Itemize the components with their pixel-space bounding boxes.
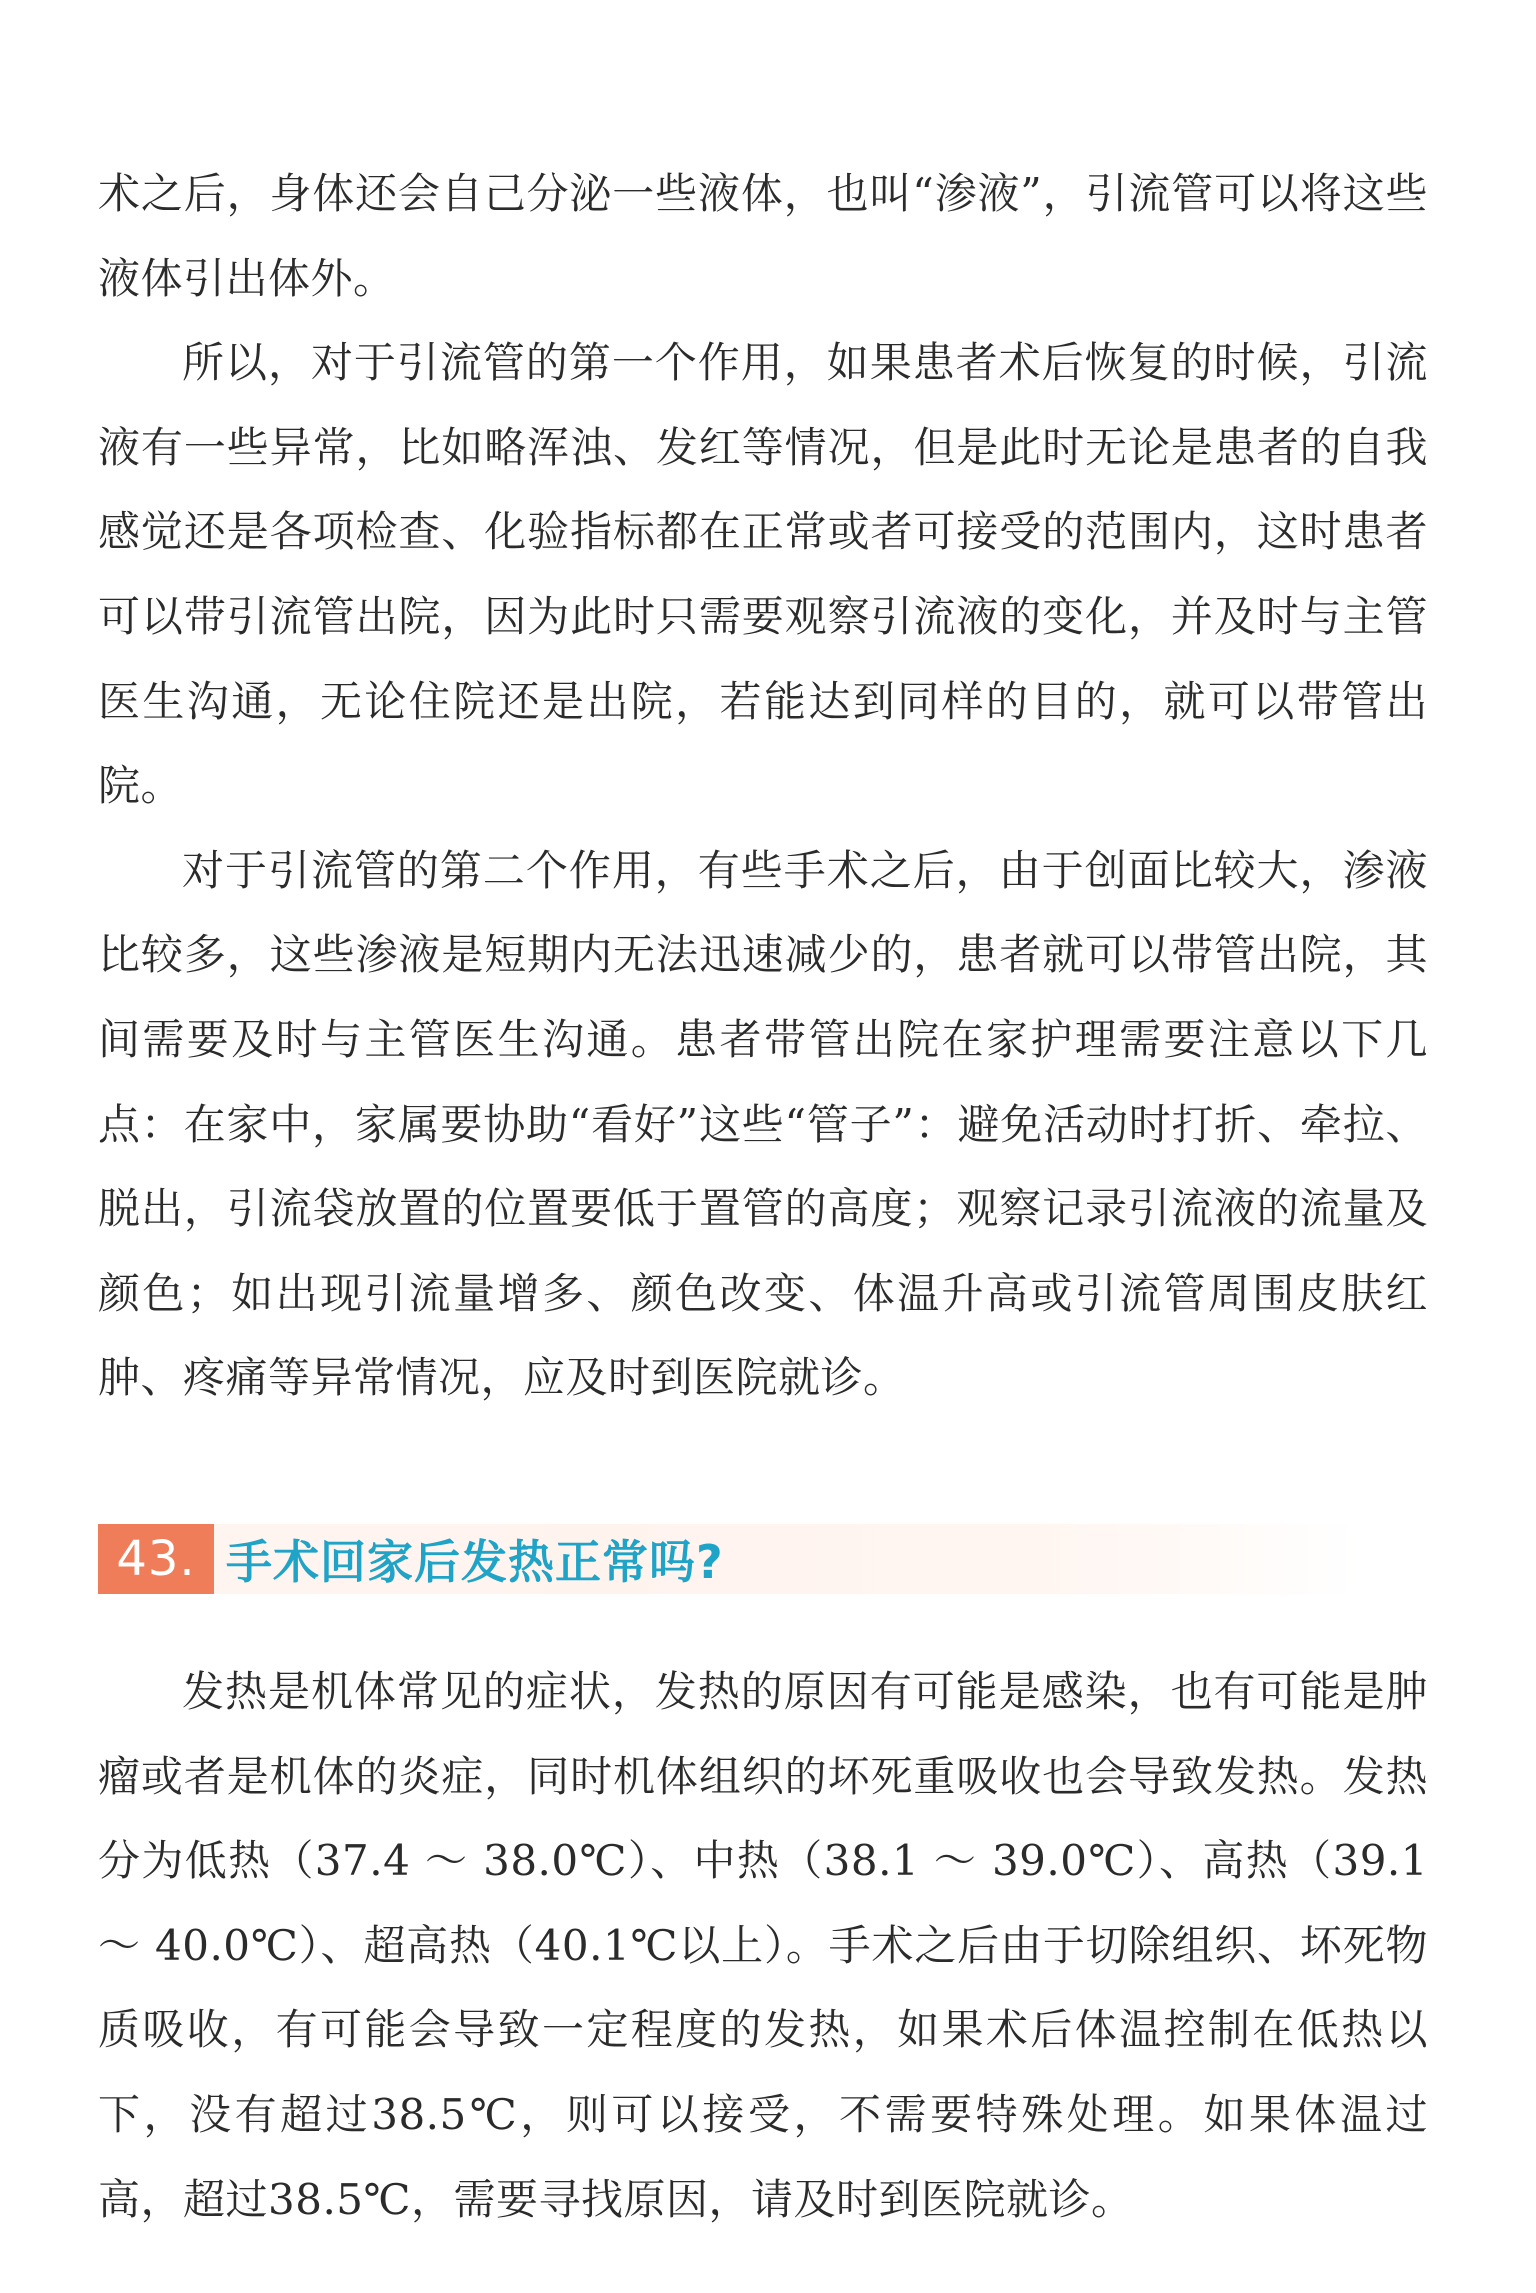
section-number-badge: 43. [98, 1524, 214, 1594]
paragraph-fever: 发热是机体常见的症状，发热的原因有可能是感染，也有可能是肿瘤或者是机体的炎症，同时机体组织的坏死重吸收也会导致发热。发热分为低热（37.4 ～ 38.0℃）、中热（38.1 ～ 39.0℃）、高热（39.1 ～ 40.0℃）、超高热（40.1℃以上）。手术之后由于切除组织、坏死物质吸收，有可能会导致一定程度的发热，如果术后体温控制在低热以下，没有超过38.5℃，则可以接受，不需要特殊处理。如果体温过高，超过38.5℃，需要寻找原因，请及时到医院就诊。 [98, 1667, 1428, 2224]
paragraph-continued: 术之后，身体还会自己分泌一些液体，也叫“渗液”，引流管可以将这些液体引出体外。 [98, 169, 1428, 303]
body-text-bottom [98, 1650, 1428, 2242]
paragraph-second-function: 对于引流管的第二个作用，有些手术之后，由于创面比较大，渗液比较多，这些渗液是短期内无法迅速减少的，患者就可以带管出院，其间需要及时与主管医生沟通。患者带管出院在家护理需要注意以下几点：在家中，家属要协助“看好”这些“管子”：避免活动时打折、牵拉、脱出，引流袋放置的位置要低于置管的高度；观察记录引流液的流量及颜色；如出现引流量增多、颜色改变、体温升高或引流管周围皮肤红肿、疼痛等异常情况，应及时到医院就诊。 [98, 845, 1428, 1403]
section-title: 手术回家后发热正常吗? [226, 1535, 724, 1589]
body-text-top [98, 152, 1428, 1421]
paragraph-first-function: 所以，对于引流管的第一个作用，如果患者术后恢复的时候，引流液有一些异常，比如略浑浊、发红等情况，但是此时无论是患者的自我感觉还是各项检查、化验指标都在正常或者可接受的范围内，这时患者可以带引流管出院，因为此时只需要观察引流液的变化，并及时与主管医生沟通，无论住院还是出院，若能达到同样的目的，就可以带管出院。 [98, 338, 1428, 811]
section-header [98, 1524, 1358, 1594]
